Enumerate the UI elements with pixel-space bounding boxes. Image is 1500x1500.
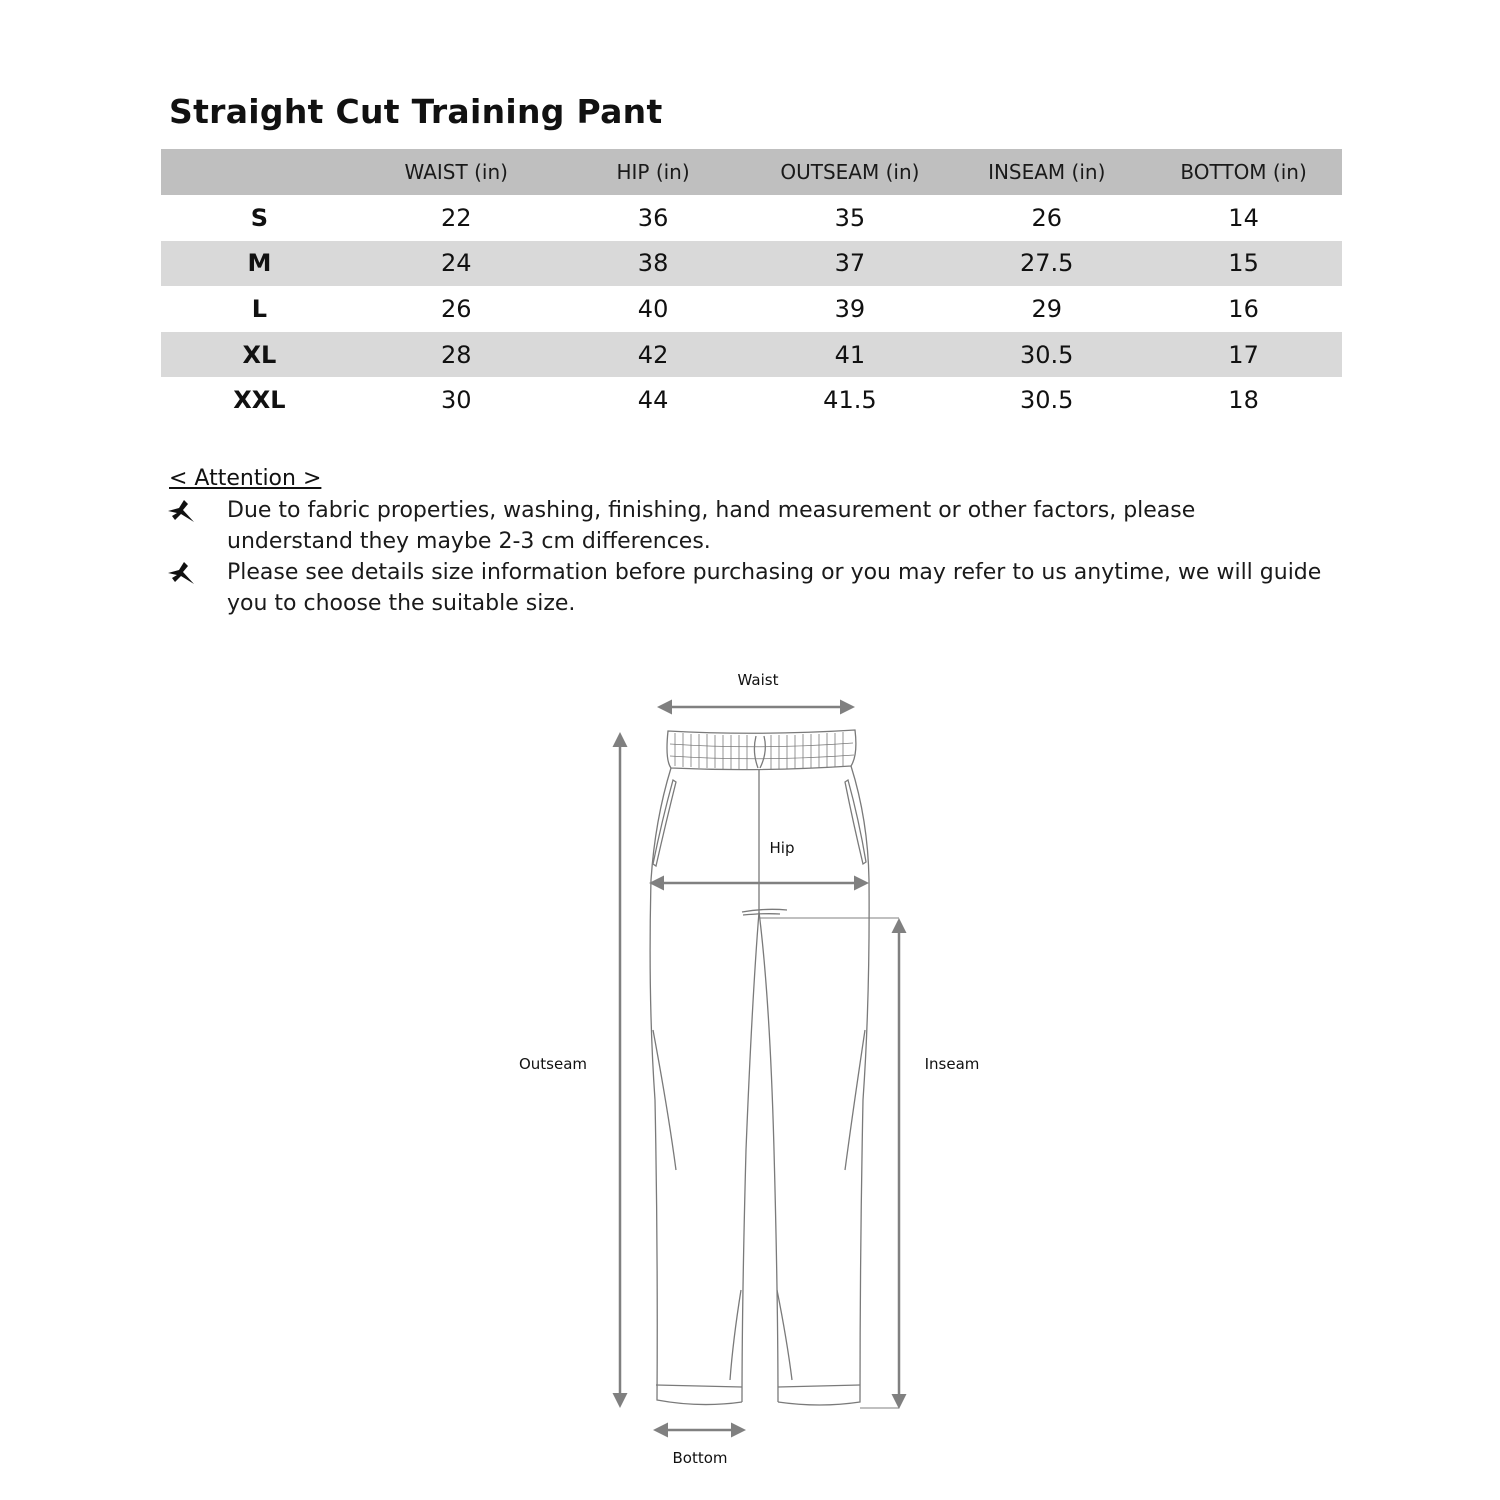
waist-value: 28 (358, 332, 555, 378)
size-table (161, 149, 1342, 423)
right-hem-line (777, 1290, 792, 1380)
right-knee-line (845, 1030, 865, 1170)
hip-label: Hip (769, 839, 795, 857)
right-pocket (845, 780, 866, 864)
hip-value: 36 (637, 203, 669, 232)
hip-value: 40 (637, 294, 669, 323)
note-text: Please see details size information before purchasing or you may refer to us anytime, we will guide you to choose the suitable size. (227, 560, 1322, 616)
header-bottom: BOTTOM (in) (1145, 149, 1342, 195)
left-outseam (650, 768, 742, 1405)
table-row (161, 286, 1342, 332)
measurement-arrows (620, 707, 899, 1430)
waist-label: Waist (737, 671, 779, 689)
list-item (166, 557, 1326, 619)
reference-lines (760, 918, 899, 1408)
table-row (161, 195, 1342, 241)
outseam-value: 37 (751, 241, 948, 287)
bottom-label: Bottom (672, 1449, 728, 1467)
waistband (667, 730, 856, 770)
bottom-value: 16 (1228, 294, 1259, 323)
size-label: S (250, 203, 269, 232)
outseam-value: 39 (834, 294, 866, 323)
hip-value: 44 (637, 386, 669, 415)
inseam-value: 30.5 (1020, 386, 1074, 415)
pushpin-icon (166, 560, 196, 586)
inseam-value: 29 (1031, 294, 1062, 323)
waistband-ribbing (670, 732, 854, 769)
outseam-value: 41 (751, 332, 948, 378)
table-header-row (161, 149, 1342, 195)
attention-title: < Attention > (169, 466, 322, 491)
waist-value: 24 (358, 241, 555, 287)
left-pocket (653, 780, 676, 866)
bottom-value: 15 (1145, 241, 1342, 287)
outseam-value: 35 (834, 203, 866, 232)
outseam-label: Outseam (518, 1055, 588, 1073)
left-knee-line (653, 1030, 676, 1170)
hip-value: 38 (555, 241, 752, 287)
pushpin-icon (166, 498, 196, 524)
inseam-label: Inseam (924, 1055, 980, 1073)
header-hip: HIP (in) (555, 149, 752, 195)
right-outseam (778, 766, 869, 1405)
inseam-value: 27.5 (948, 241, 1145, 287)
waist-value: 30 (440, 386, 472, 415)
header-waist: WAIST (in) (358, 149, 555, 195)
bottom-value: 14 (1228, 203, 1259, 232)
drawstring (754, 736, 765, 768)
size-label: XXL (233, 386, 286, 415)
left-hem-line (730, 1290, 741, 1380)
size-label: XL (161, 332, 358, 378)
list-item (166, 495, 1326, 557)
outseam-value: 41.5 (823, 386, 877, 415)
size-label: M (161, 241, 358, 287)
right-inner (759, 912, 778, 1402)
waist-value: 22 (440, 203, 472, 232)
crotch-mark (742, 909, 787, 915)
table-row (161, 241, 1342, 287)
header-size (161, 149, 358, 195)
note-text: Due to fabric properties, washing, finishing, hand measurement or other factors, please understand they maybe 2-3 cm differences. (227, 498, 1196, 554)
page-title: Straight Cut Training Pant (169, 92, 663, 131)
bottom-value: 17 (1145, 332, 1342, 378)
attention-notes (166, 495, 1326, 619)
pants-outline (650, 730, 869, 1405)
inseam-value: 26 (1031, 203, 1062, 232)
hip-value: 42 (555, 332, 752, 378)
size-label: L (251, 294, 268, 323)
bottom-value: 18 (1228, 386, 1259, 415)
table-row (161, 332, 1342, 378)
inseam-value: 30.5 (948, 332, 1145, 378)
center-seam (742, 770, 759, 1402)
table-row (161, 377, 1342, 423)
waist-value: 26 (440, 294, 472, 323)
header-outseam: OUTSEAM (in) (751, 149, 948, 195)
header-inseam: INSEAM (in) (948, 149, 1145, 195)
